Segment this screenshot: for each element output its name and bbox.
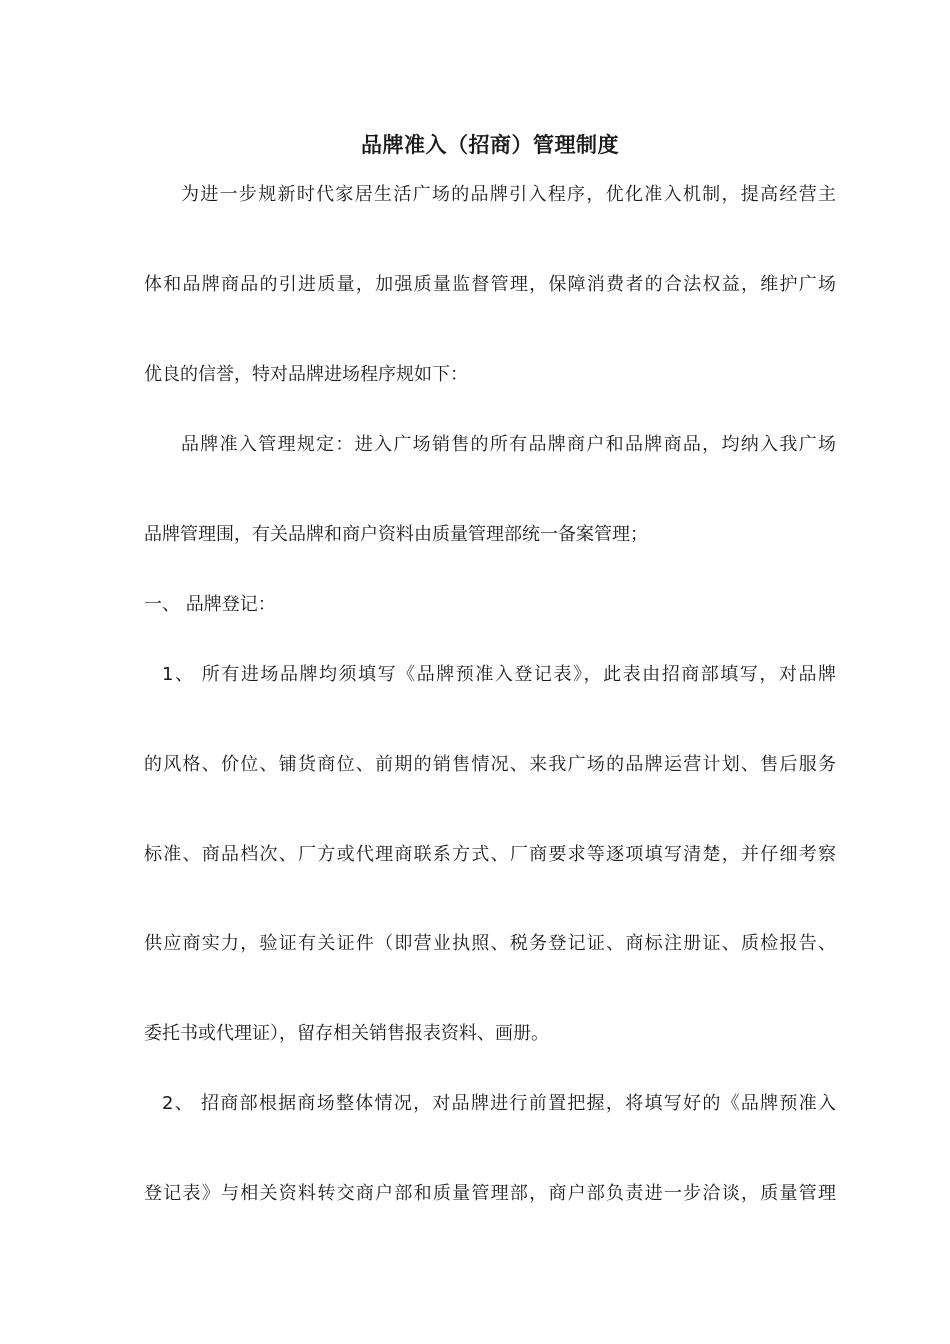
paragraph-line: 2、 招商部根据商场整体情况，对品牌进行前置把握，将填写好的《品牌预准入 (162, 1093, 836, 1114)
paragraph-line: 体和品牌商品的引进质量，加强质量监督管理，保障消费者的合法权益，维护广场 (144, 274, 836, 295)
paragraph-line: 为进一步规新时代家居生活广场的品牌引入程序，优化准入机制，提高经营主 (181, 184, 836, 205)
paragraph-line: 供应商实力，验证有关证件（即营业执照、税务登记证、商标注册证、质检报告、 (144, 933, 836, 954)
paragraph-line: 品牌准入管理规定：进入广场销售的所有品牌商户和品牌商品，均纳入我广场 (181, 434, 836, 455)
paragraph-line: 1、 所有进场品牌均须填写《品牌预准入登记表》，此表由招商部填写，对品牌 (162, 664, 836, 685)
paragraph-line: 的风格、价位、铺货商位、前期的销售情况、来我广场的品牌运营计划、售后服务 (144, 754, 836, 775)
section-heading: 一、 品牌登记： (144, 594, 276, 615)
paragraph-line: 标准、商品档次、厂方或代理商联系方式、厂商要求等逐项填写清楚，并仔细考察 (144, 844, 836, 865)
document-title: 品牌准入（招商）管理制度 (361, 133, 619, 157)
paragraph-line: 登记表》与相关资料转交商户部和质量管理部，商户部负责进一步洽谈，质量管理 (144, 1183, 836, 1204)
paragraph-line: 优良的信誉，特对品牌进场程序规如下： (144, 364, 468, 385)
paragraph-line: 品牌管理围，有关品牌和商户资料由质量管理部统一备案管理； (144, 524, 648, 545)
paragraph-line: 委托书或代理证），留存相关销售报表资料、画册。 (144, 1023, 549, 1044)
